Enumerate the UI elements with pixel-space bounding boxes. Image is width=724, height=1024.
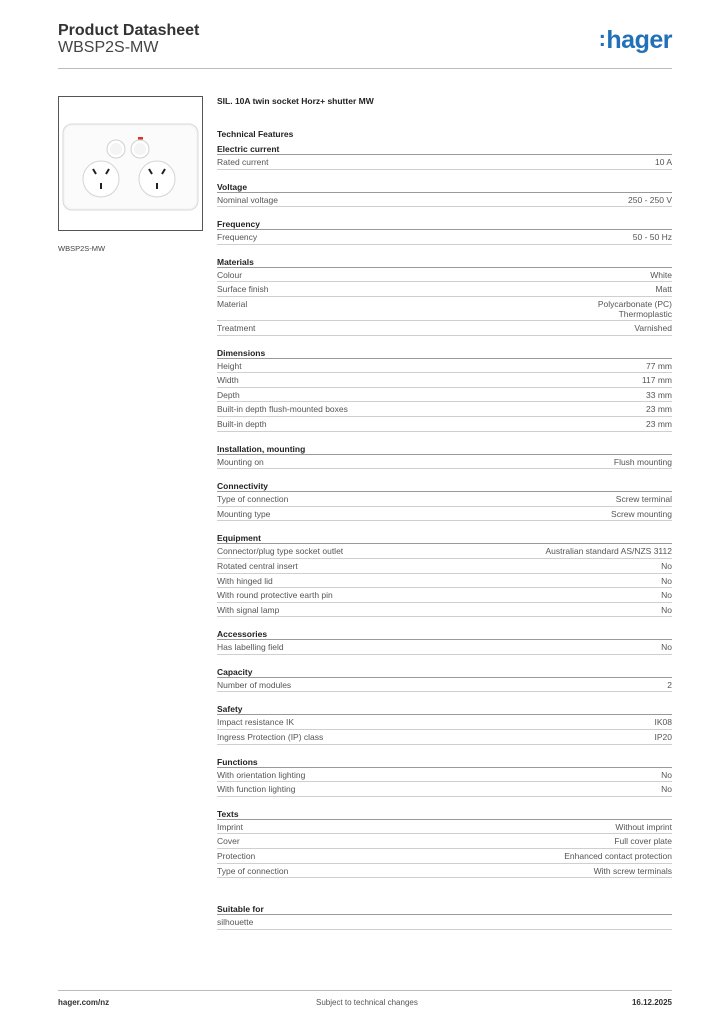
feature-value: No xyxy=(661,590,672,601)
feature-row xyxy=(217,768,672,783)
feature-value: No xyxy=(661,604,672,615)
feature-row xyxy=(217,507,672,522)
logo-colon-icon: : xyxy=(598,26,606,51)
feature-row xyxy=(217,678,672,693)
feature-value: 23 mm xyxy=(646,418,672,429)
feature-row xyxy=(217,640,672,655)
feature-row xyxy=(217,268,672,283)
feature-row xyxy=(217,230,672,245)
feature-row xyxy=(217,455,672,470)
feature-label: Built-in depth flush-mounted boxes xyxy=(217,404,348,415)
feature-value: With screw terminals xyxy=(593,865,672,876)
features-panel xyxy=(217,96,672,930)
feature-value: No xyxy=(661,769,672,780)
section-title: Safety xyxy=(217,703,672,715)
feature-row xyxy=(217,715,672,730)
section-title: Accessories xyxy=(217,628,672,640)
feature-row xyxy=(217,402,672,417)
suitable-section xyxy=(217,903,672,930)
feature-value: 77 mm xyxy=(646,360,672,371)
feature-row xyxy=(217,359,672,374)
feature-label: Built-in depth xyxy=(217,418,267,429)
feature-section xyxy=(217,628,672,655)
feature-label: Connector/plug type socket outlet xyxy=(217,546,344,557)
feature-label: Type of connection xyxy=(217,494,289,505)
feature-value: 33 mm xyxy=(646,389,672,400)
feature-row xyxy=(217,492,672,507)
feature-row xyxy=(217,730,672,745)
suitable-row xyxy=(217,915,672,930)
feature-label: Ingress Protection (IP) class xyxy=(217,732,324,743)
feature-section xyxy=(217,256,672,336)
section-title: Connectivity xyxy=(217,480,672,492)
feature-label: Mounting type xyxy=(217,508,271,519)
section-title: Installation, mounting xyxy=(217,443,672,455)
section-title: Frequency xyxy=(217,218,672,230)
feature-value: No xyxy=(661,575,672,586)
feature-value: 50 - 50 Hz xyxy=(632,232,672,243)
feature-row xyxy=(217,588,672,603)
feature-section xyxy=(217,181,672,208)
footer-date: 16.12.2025 xyxy=(631,998,672,1007)
feature-label: Treatment xyxy=(217,322,256,333)
feature-value: 117 mm xyxy=(641,375,672,386)
feature-value: IK08 xyxy=(654,717,672,728)
technical-features-heading: Technical Features xyxy=(217,129,294,139)
feature-label: With signal lamp xyxy=(217,604,280,615)
feature-label: Mounting on xyxy=(217,456,264,467)
feature-section xyxy=(217,143,672,170)
feature-section xyxy=(217,347,672,432)
feature-row xyxy=(217,820,672,835)
feature-row xyxy=(217,373,672,388)
feature-label: Surface finish xyxy=(217,284,269,295)
feature-label: Type of connection xyxy=(217,865,289,876)
feature-row xyxy=(217,297,672,321)
feature-value: No xyxy=(661,642,672,653)
feature-section xyxy=(217,443,672,470)
feature-label: With orientation lighting xyxy=(217,769,306,780)
feature-value: Varnished xyxy=(634,322,672,333)
feature-row xyxy=(217,849,672,864)
feature-value: 250 - 250 V xyxy=(628,194,672,205)
feature-label: Depth xyxy=(217,389,240,400)
suitable-value: silhouette xyxy=(217,917,254,928)
feature-value: Without imprint xyxy=(615,821,672,832)
section-title: Functions xyxy=(217,756,672,768)
footer-website-link[interactable]: hager.com/nz xyxy=(58,998,110,1007)
feature-value: White xyxy=(650,269,672,280)
feature-row xyxy=(217,864,672,879)
feature-value: 2 xyxy=(667,679,672,690)
product-name: SIL. 10A twin socket Horz+ shutter MW xyxy=(217,96,374,106)
feature-section xyxy=(217,703,672,744)
hager-logo xyxy=(599,26,672,55)
feature-label: Material xyxy=(217,298,248,309)
feature-row xyxy=(217,321,672,336)
section-title: Voltage xyxy=(217,181,672,193)
feature-section xyxy=(217,808,672,878)
feature-label: Protection xyxy=(217,851,256,862)
feature-row xyxy=(217,603,672,618)
footer-divider xyxy=(58,990,672,991)
section-title: Materials xyxy=(217,256,672,268)
page-title: Product Datasheet xyxy=(58,22,200,39)
feature-label: Has labelling field xyxy=(217,642,284,653)
product-image xyxy=(58,96,203,231)
feature-section xyxy=(217,218,672,245)
feature-row xyxy=(217,544,672,559)
feature-label: With hinged lid xyxy=(217,575,273,586)
feature-row xyxy=(217,417,672,432)
feature-label: Colour xyxy=(217,269,243,280)
feature-sections xyxy=(217,143,672,878)
section-title: Texts xyxy=(217,808,672,820)
feature-label: Width xyxy=(217,375,239,386)
feature-label: Nominal voltage xyxy=(217,194,278,205)
feature-label: Number of modules xyxy=(217,679,292,690)
feature-value: Full cover plate xyxy=(614,836,672,847)
feature-value: 10 A xyxy=(654,157,672,167)
feature-row xyxy=(217,155,672,170)
feature-row xyxy=(217,574,672,589)
feature-row xyxy=(217,782,672,797)
feature-label: Impact resistance IK xyxy=(217,717,295,728)
feature-label: With function lighting xyxy=(217,784,296,795)
feature-row xyxy=(217,834,672,849)
feature-row xyxy=(217,559,672,574)
image-caption: WBSP2S-MW xyxy=(58,244,106,253)
feature-value: Polycarbonate (PC) Thermoplastic xyxy=(597,298,672,320)
section-title: Electric current xyxy=(217,143,672,155)
feature-value: IP20 xyxy=(654,732,672,743)
feature-value: Enhanced contact protection xyxy=(564,851,672,862)
feature-value: Matt xyxy=(655,284,672,295)
feature-value: No xyxy=(661,560,672,571)
feature-value: Screw mounting xyxy=(611,508,672,519)
feature-value: 23 mm xyxy=(646,404,672,415)
feature-section xyxy=(217,756,672,797)
section-title: Capacity xyxy=(217,666,672,678)
feature-label: With round protective earth pin xyxy=(217,590,333,601)
logo-text: hager xyxy=(606,26,672,54)
feature-label: Frequency xyxy=(217,232,258,243)
feature-section xyxy=(217,532,672,617)
feature-value: No xyxy=(661,784,672,795)
feature-label: Rated current xyxy=(217,157,269,167)
feature-label: Imprint xyxy=(217,821,243,832)
feature-value: Australian standard AS/NZS 3112 xyxy=(545,546,672,557)
twin-socket-icon xyxy=(59,97,202,230)
feature-label: Cover xyxy=(217,836,240,847)
feature-section xyxy=(217,666,672,693)
feature-value: Screw terminal xyxy=(615,494,672,505)
feature-value: Flush mounting xyxy=(613,456,672,467)
feature-section xyxy=(217,480,672,521)
suitable-title: Suitable for xyxy=(217,903,672,915)
section-title: Dimensions xyxy=(217,347,672,359)
section-title: Equipment xyxy=(217,532,672,544)
header-divider xyxy=(58,68,672,69)
product-code: WBSP2S-MW xyxy=(58,39,159,56)
feature-row xyxy=(217,388,672,403)
feature-row xyxy=(217,193,672,208)
feature-row xyxy=(217,282,672,297)
feature-label: Height xyxy=(217,360,242,371)
footer-note: Subject to technical changes xyxy=(316,998,418,1007)
feature-label: Rotated central insert xyxy=(217,560,298,571)
